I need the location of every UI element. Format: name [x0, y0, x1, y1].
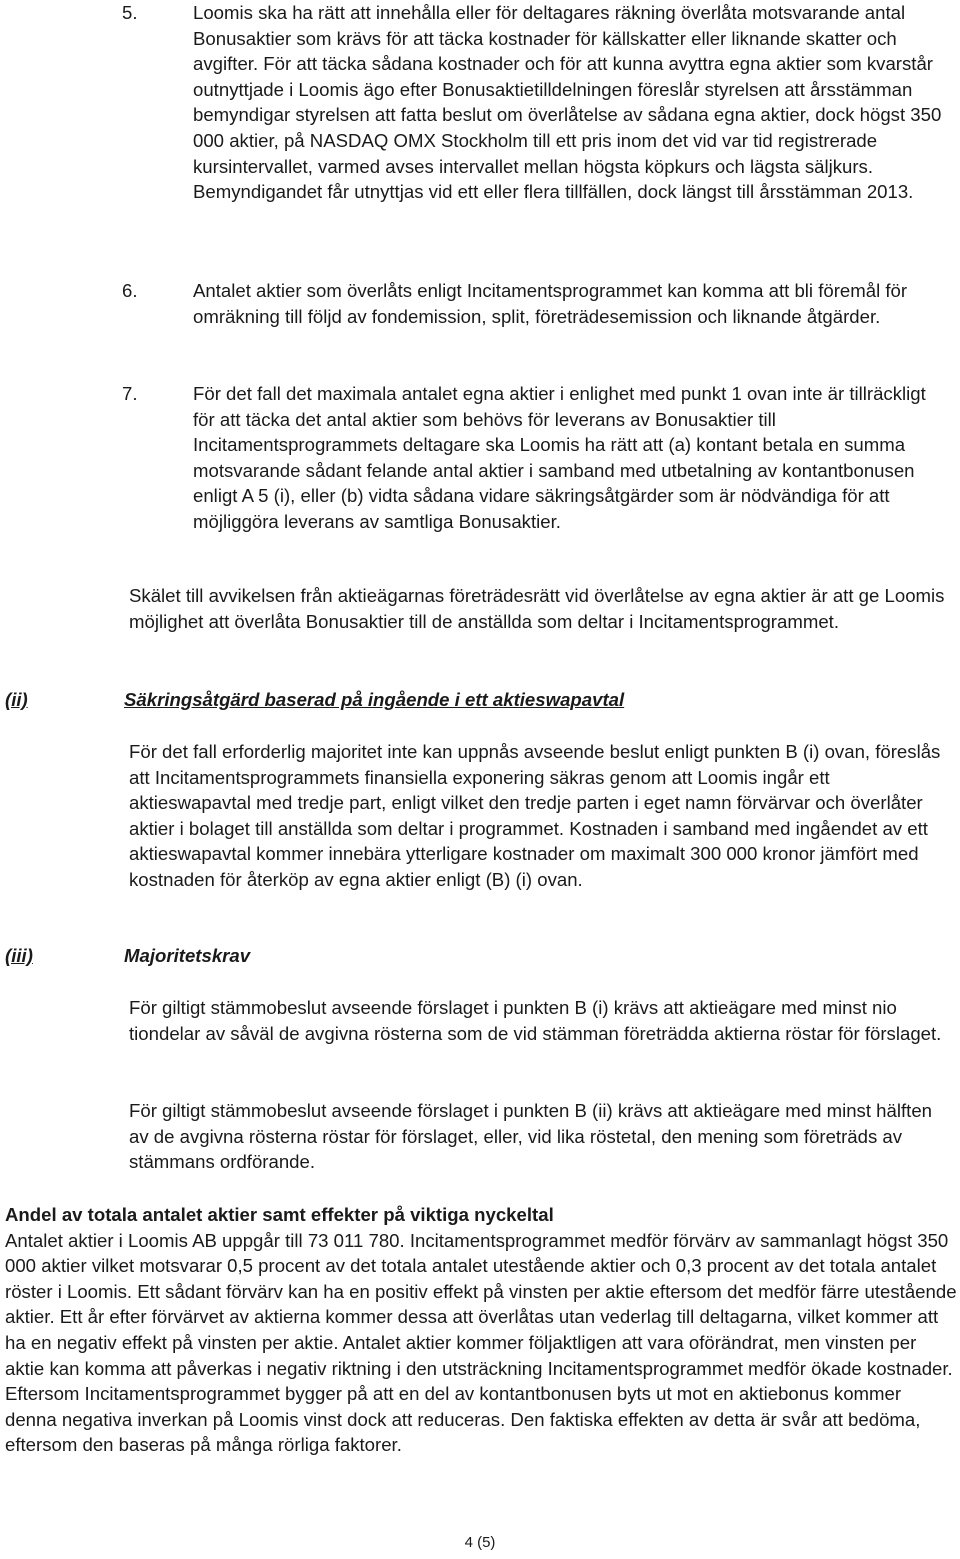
section-numeral: (iii) [5, 945, 33, 966]
section-iii-text-2: För giltigt stämmobeslut avseende förslaget i punkten B (ii) krävs att aktieägare med minst hälften av de avgivna rösterna röstar för förslaget, eller, vid lika röstetal, den mening som företräds av stämmans ordförande. [129, 1100, 933, 1173]
share-effects-text: Antalet aktier i Loomis AB uppgår till 73 011 780. Incitamentsprogrammet medför förvärv av sammanlagt högst 350 000 aktier vilket motsvarar 0,5 procent av det totala antalet utestående aktier och 0,3 procent av det totala antalet röster i Loomis. Ett sådant förvärv kan ha en positiv effekt på vinsten per aktie eftersom det medför färre utestående aktier. Ett år efter förvärvet av aktierna kommer dessa att överlåtas utan vederlag till deltagarna, vilket kommer att ha en negativ effekt på vinsten per aktie. Antalet aktier kommer följaktligen att vara oförändrat, men vinsten per aktie kan komma att påverkas i negativ riktning i den utsträckning Incitamentsprogrammet medför ökade kostnader. Eftersom Incitamentsprogrammet bygger på att en del av kontantbonusen byts ut mot en aktiebonus kommer denna negativa inverkan på Loomis vinst dock att reduceras. Den faktiska effekten av detta är svår att bedöma, eftersom den baseras på många rörliga faktorer. [5, 1229, 957, 1456]
list-item-5 [122, 0, 952, 205]
list-item-6 [122, 278, 952, 329]
item-number: 5. [122, 2, 138, 23]
item-text: Antalet aktier som överlåts enligt Incitamentsprogrammet kan komma att bli föremål för omräkning till följd av fondemission, split, företrädesemission och liknande åtgärder. [193, 280, 908, 327]
share-effects-section [5, 1202, 957, 1458]
section-title: Majoritetskrav [124, 945, 251, 966]
section-title: Säkringsåtgärd baserad på ingående i ett aktieswapavtal [124, 689, 625, 710]
section-iii-text-1: För giltigt stämmobeslut avseende förslaget i punkten B (i) krävs att aktieägare med minst nio tiondelar av såväl de avgivna rösterna som de vid stämman företrädda aktierna röstar för förslaget. [129, 997, 942, 1044]
section-ii-text: För det fall erforderlig majoritet inte kan uppnås avseende beslut enligt punkten B (i) ovan, föreslås att Incitamentsprogrammets finansiella exponering säkras genom att Loomis ingår ett aktieswapavtal med tredje part, enligt vilket den tredje parten i eget namn förvärvar och överlåter aktier i bolaget till anställda som deltar i programmet. Kostnaden i samband med ingåendet av ett aktieswapavtal kommer innebära ytterligare kostnader om maximalt 300 000 kronor jämfört med kostnaden för återköp av egna aktier enligt (B) (i) ovan. [129, 741, 941, 890]
item-text: För det fall det maximala antalet egna aktier i enlighet med punkt 1 ovan inte är tillräckligt för att täcka det antal aktier som behövs för leverans av Bonusaktier till Incitamentsprogrammets deltagare ska Loomis ha rätt att (a) kontant betala en summa motsvarande sådant felande antal aktier i samband med utbetalning av kontantbonusen enligt A 5 (i), eller (b) vidta sådana vidare säkringsåtgärder som är nödvändiga för att möjliggöra leverans av samtliga Bonusaktier. [193, 383, 926, 532]
item-number: 6. [122, 280, 138, 301]
reason-paragraph: Skälet till avvikelsen från aktieägarnas företrädesrätt vid överlåtelse av egna aktier är att ge Loomis möjlighet att överlåta Bonusaktier till de anställda som deltar i Incitamentsprogrammet. [129, 585, 945, 632]
share-effects-heading: Andel av totala antalet aktier samt effekter på viktiga nyckeltal [5, 1204, 554, 1225]
page-number: 4 (5) [464, 1534, 496, 1551]
list-item-7 [122, 381, 952, 535]
section-numeral: (ii) [5, 689, 28, 710]
item-number: 7. [122, 383, 138, 404]
item-text: Loomis ska ha rätt att innehålla eller för deltagares räkning överlåta motsvarande antal Bonusaktier som krävs för att täcka kostnader för källskatter eller liknande skatter och avgifter. För att täcka sådana kostnader och för att kunna avyttra egna aktier som kvarstår outnyttjade i Loomis ägo efter Bonusaktietilldelningen föreslår styrelsen att årsstämman bemyndigar styrelsen att fatta beslut om överlåtelse av sådana egna aktier, dock högst 350 000 aktier, på NASDAQ OMX Stockholm till ett pris inom det vid var tid registrerade kursintervallet, varmed avses intervallet mellan högsta köpkurs och lägsta säljkurs. Bemyndigandet får utnyttjas vid ett eller flera tillfällen, dock längst till årsstämman 2013. [193, 2, 942, 203]
